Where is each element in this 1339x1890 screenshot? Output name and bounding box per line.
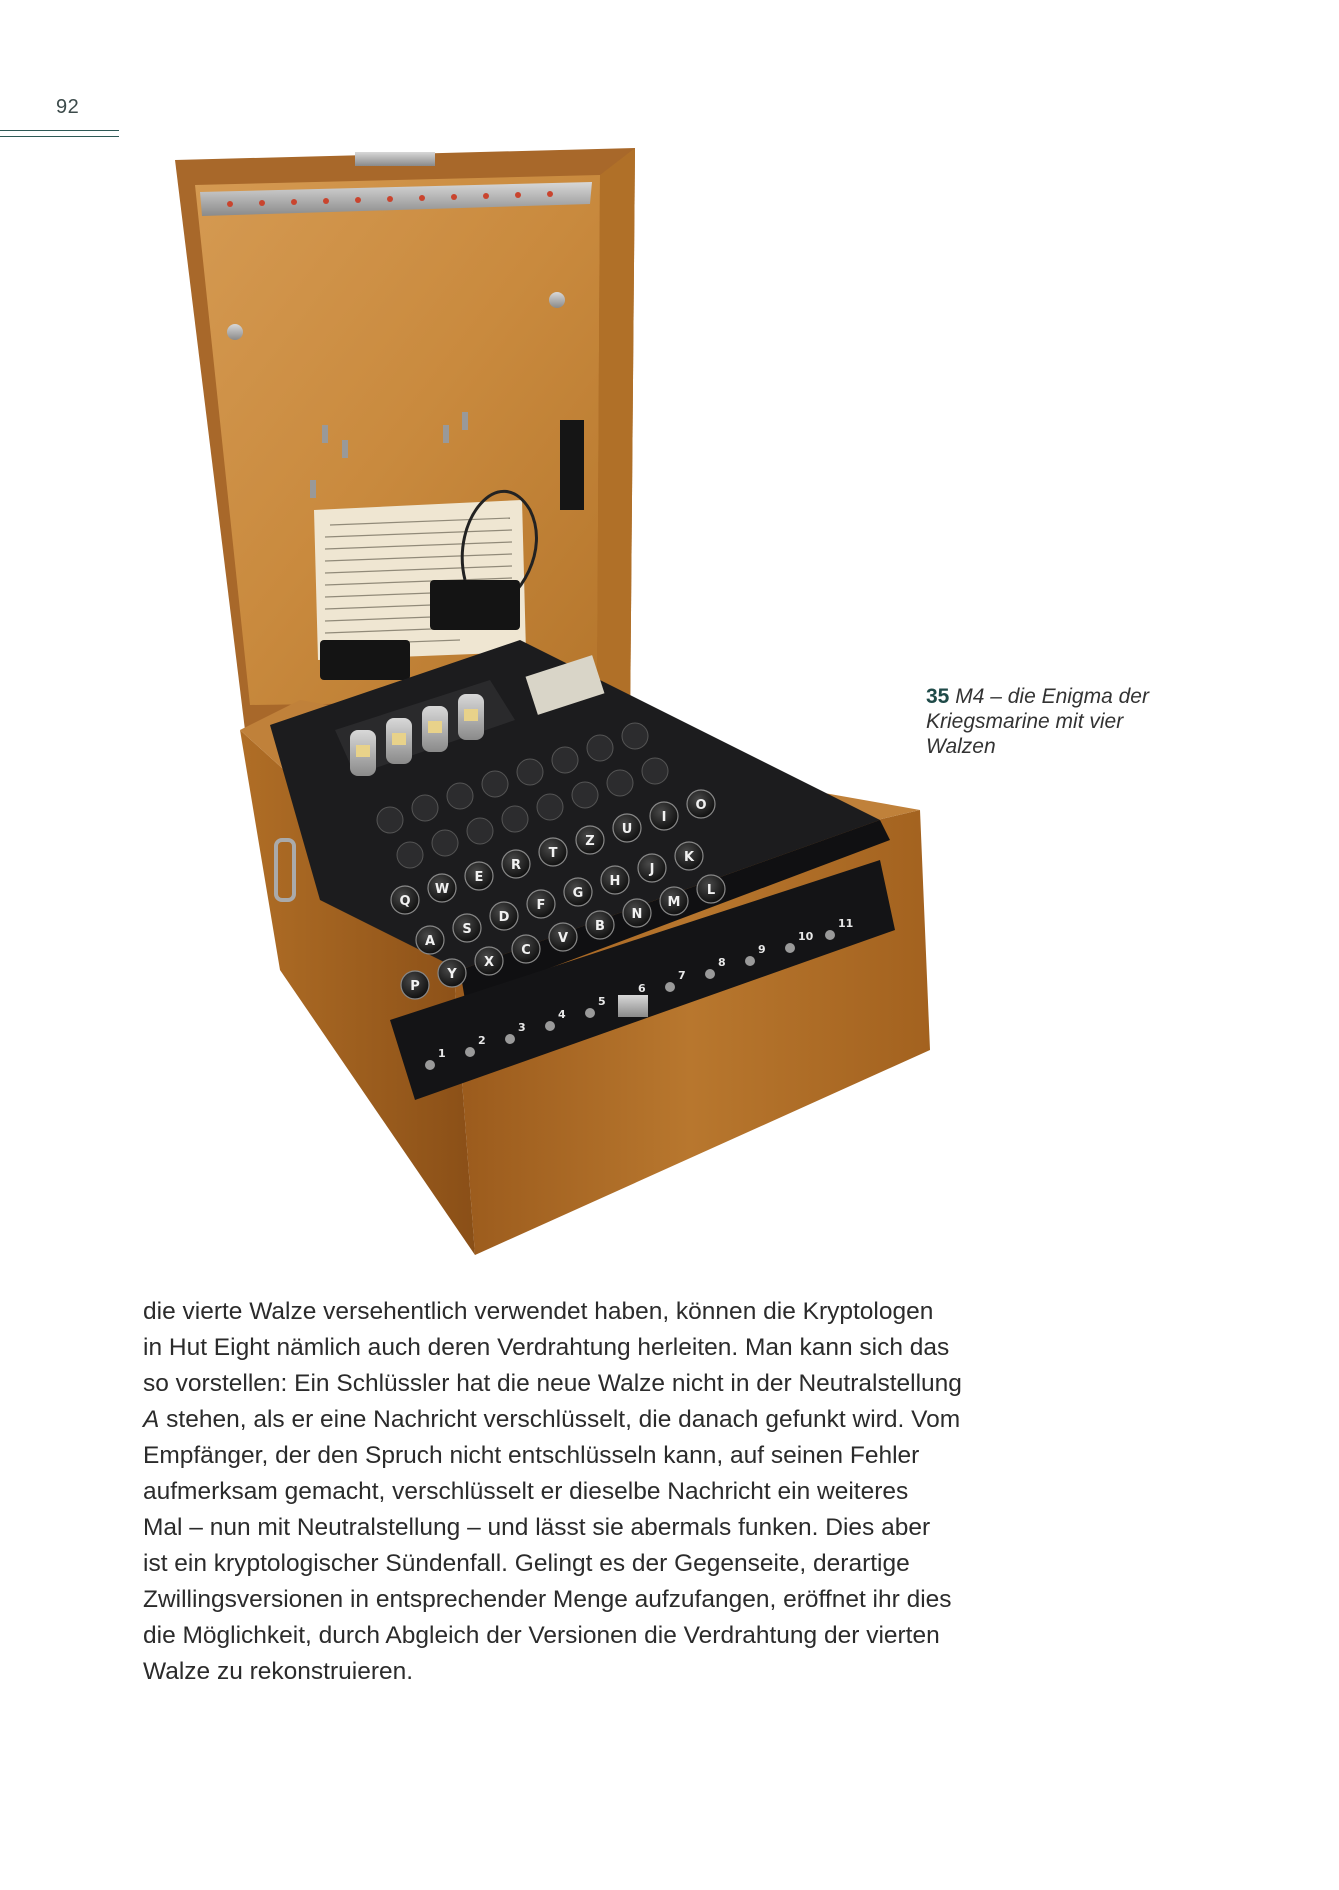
plugboard-number: 5: [598, 995, 606, 1008]
body-line: Walze zu rekonstruieren.: [143, 1658, 414, 1685]
key-letter: J: [649, 862, 655, 877]
key-letter: E: [474, 870, 484, 885]
key-letter: U: [621, 822, 633, 837]
body-line-text: stehen, als er eine Nachricht verschlüsselt, die danach gefunkt wird. Vom: [166, 1406, 961, 1433]
body-line: die Möglichkeit, durch Abgleich der Versionen die Verdrahtung der vierten: [143, 1622, 940, 1649]
key-letter: K: [683, 850, 695, 865]
caption-line-1: M4 – die Enigma der: [955, 685, 1149, 708]
body-line: in Hut Eight nämlich auch deren Verdrahtung herleiten. Man kann sich das: [143, 1334, 950, 1361]
caption-line-2: Kriegsmarine mit vier: [926, 710, 1124, 733]
key-letter: V: [557, 931, 569, 946]
key-letter: Z: [585, 834, 595, 849]
key-letter: O: [695, 798, 707, 813]
body-line: Empfänger, der den Spruch nicht entschlüsseln kann, auf seinen Fehler: [143, 1442, 920, 1469]
figure-caption: [926, 684, 1226, 759]
key-letter: A: [424, 934, 436, 949]
key-letter: X: [483, 955, 495, 970]
body-line-with-italic: [143, 1402, 1043, 1438]
plugboard-number: 1: [438, 1047, 446, 1060]
body-line: ist ein kryptologischer Sündenfall. Gelingt es der Gegenseite, derartige: [143, 1550, 910, 1577]
key-letter: S: [462, 922, 472, 937]
caption-line-3: Walzen: [926, 735, 996, 758]
key-letter: B: [595, 919, 605, 934]
key-letter: N: [631, 907, 643, 922]
plugboard-number: 3: [518, 1021, 526, 1034]
body-line: Zwillingsversionen in entsprechender Menge aufzufangen, eröffnet ihr dies: [143, 1586, 952, 1613]
plugboard-number: 6: [638, 982, 646, 995]
key-letter: P: [410, 979, 420, 994]
body-line: aufmerksam gemacht, verschlüsselt er dieselbe Nachricht ein weiteres: [143, 1478, 909, 1505]
plugboard-number: 9: [758, 943, 766, 956]
italic-letter: A: [143, 1406, 160, 1433]
key-letter: T: [548, 846, 558, 861]
plugboard-number: 7: [678, 969, 686, 982]
plugboard-number: 10: [798, 930, 814, 943]
plugboard-number: 8: [718, 956, 726, 969]
key-letter: L: [706, 883, 716, 898]
plugboard-number: 2: [478, 1034, 486, 1047]
header-rule: [0, 130, 119, 137]
key-letter: H: [609, 874, 621, 889]
key-letter: I: [661, 810, 667, 825]
figure-number: 35: [926, 685, 950, 708]
key-letter: Y: [447, 967, 457, 982]
key-letter: F: [536, 898, 546, 913]
enigma-photo: [160, 140, 960, 1265]
body-line: so vorstellen: Ein Schlüssler hat die neue Walze nicht in der Neutralstellung: [143, 1370, 962, 1397]
page-number: 92: [56, 96, 80, 118]
key-letter: G: [572, 886, 584, 901]
key-letter: Q: [399, 894, 411, 909]
key-letter: W: [434, 882, 450, 897]
body-line: die vierte Walze versehentlich verwendet haben, können die Kryptologen: [143, 1298, 934, 1325]
plugboard-number: 4: [558, 1008, 566, 1021]
plugboard-number: 11: [838, 917, 854, 930]
body-paragraph: [143, 1294, 1043, 1690]
body-line: Mal – nun mit Neutralstellung – und lässt sie abermals funken. Dies aber: [143, 1514, 931, 1541]
key-letter: M: [667, 895, 681, 910]
key-letter: R: [510, 858, 522, 873]
key-letter: C: [521, 943, 531, 958]
key-letter: D: [498, 910, 510, 925]
